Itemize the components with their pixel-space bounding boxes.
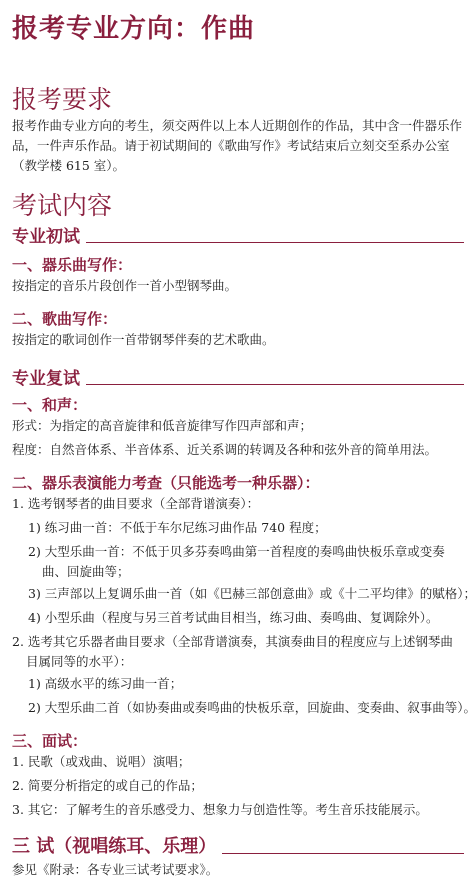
interview-item-1: 1. 民歌（或戏曲、说唱）演唱； [12, 754, 191, 769]
interview-item-2: 2. 简要分析指定的或自己的作品； [12, 778, 203, 793]
prelim-s1-text: 按指定的音乐片段创作一首小型钢琴曲。 [12, 278, 238, 293]
other-intro: 2. 选考其它乐器者曲目要求（全部背谱演奏，其演奏曲目的程度应与上述钢琴曲目属同等的水平）： [12, 634, 453, 669]
prelim-section-bar [12, 222, 464, 247]
prelim-heading: 专业初试 [12, 227, 80, 247]
retest-s1-title: 一、和声： [12, 396, 88, 414]
content-heading: 考试内容 [12, 191, 113, 220]
prelim-s2-title: 二、歌曲写作： [12, 310, 118, 328]
piano-item-4: 4) 小型乐曲（程度与另三首考试曲目相当，练习曲、奏鸣曲、复调除外）。 [28, 610, 439, 625]
third-rule [222, 853, 464, 854]
prelim-s1-title: 一、器乐曲写作： [12, 256, 133, 274]
piano-item-3: 3) 三声部以上复调乐曲一首（如《巴赫三部创意曲》或《十二平均律》的赋格）； [28, 586, 476, 601]
requirements-text: 报考作曲专业方向的考生，须交两件以上本人近期创作的作品，其中含一件器乐作品，一件声乐作品。请于初试期间的《歌曲写作》考试结束后立刻交至系办公室（教学楼 615 室）。 [12, 118, 463, 173]
retest-heading: 专业复试 [12, 369, 80, 389]
retest-section-bar [12, 364, 464, 389]
other-item-1: 1) 高级水平的练习曲一首； [28, 676, 183, 691]
prelim-rule [86, 242, 464, 243]
prelim-s2-text: 按指定的歌词创作一首带钢琴伴奏的艺术歌曲。 [12, 332, 275, 347]
interview-item-3: 3. 其它：了解考生的音乐感受力、想象力与创造性等。考生音乐技能展示。 [12, 802, 428, 817]
retest-s2-title: 二、器乐表演能力考查（只能选考一种乐器）： [12, 474, 320, 492]
other-item-2: 2) 大型乐曲二首（如协奏曲或奏鸣曲的快板乐章，回旋曲、变奏曲、叙事曲等）。 [28, 700, 476, 715]
piano-item-2: 2) 大型乐曲一首：不低于贝多芬奏鸣曲第一首程度的奏鸣曲快板乐章或变奏曲、回旋曲等； [28, 544, 445, 579]
requirements-heading: 报考要求 [12, 85, 113, 114]
piano-item-1: 1) 练习曲一首：不低于车尔尼练习曲作品 740 程度； [28, 520, 327, 535]
retest-rule [86, 384, 464, 385]
third-text: 参见《附录：各专业三试考试要求》。 [12, 862, 219, 877]
retest-s1-line1: 形式：为指定的高音旋律和低音旋律写作四声部和声； [12, 418, 313, 433]
retest-s3-title: 三、面试： [12, 732, 88, 750]
piano-intro: 1. 选考钢琴者的曲目要求（全部背谱演奏）： [12, 496, 260, 511]
page-title: 报考专业方向：作曲 [12, 14, 256, 44]
third-heading: 三 试（视唱练耳、乐理） [12, 836, 217, 857]
retest-s1-line2: 程度：自然音体系、半音体系、近关系调的转调及各种和弦外音的简单用法。 [12, 442, 438, 457]
third-section-bar [12, 832, 464, 858]
